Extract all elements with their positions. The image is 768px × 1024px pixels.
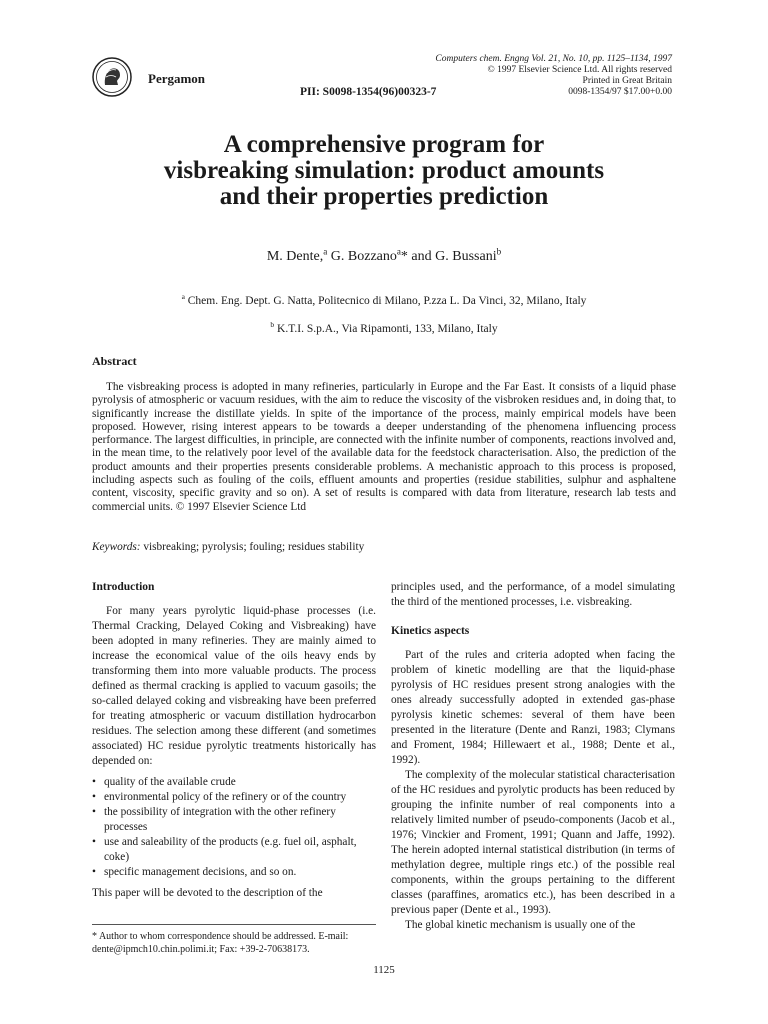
affiliation-a-text: Chem. Eng. Dept. G. Natta, Politecnico di Milano, P.zza L. Da Vinci, 32, Milano, Italy — [184, 295, 587, 307]
introduction-heading: Introduction — [92, 581, 155, 593]
introduction-paragraph-1: For many years pyrolytic liquid-phase processes (i.e. Thermal Cracking, Delayed Coking and Visbreaking) have been adopted in many refineries. They are mainly aimed to increase the economical value of the oils heavy ends by transforming them into more valuable products. The process defined as thermal cracking is applied to vacuum gasoils; the so-called delayed coking and visbreaking have been preferred for treating atmospheric or vacuum distillation hydrocarbon residues. The selection among these different (and sometimes associated) HC residue pyrolytic treatments historically has depended on: — [92, 605, 376, 767]
issn-price: 0098-1354/97 $17.00+0.00 — [568, 87, 672, 97]
journal-info — [372, 54, 672, 98]
title-line-2: visbreaking simulation: product amounts — [163, 157, 605, 184]
author-list — [90, 246, 678, 265]
author-3-affil: b — [496, 246, 502, 257]
abstract-heading: Abstract — [92, 354, 137, 368]
author-3: and G. Bussani — [407, 249, 497, 264]
continuation-paragraph: principles used, and the performance, of a model simulating the third of the mentioned processes, i.e. visbreaking. — [391, 581, 675, 608]
kinetics-paragraph-1: Part of the rules and criteria adopted when facing the problem of kinetic modelling are that the liquid-phase pyrolysis of HC residues present strong analogies with the ones already successfully adopted in extended gas-phase pyrolysis kinetic schemes: several of them have been presented in the literature (Dente and Ranzi, 1983; Clymans and Froment, 1984; Hillewaert et al., 1988; Dente et al., 1992). — [391, 649, 675, 766]
printed-line: Printed in Great Britain — [582, 76, 672, 86]
left-column — [92, 580, 376, 901]
kinetics-paragraph-3: The global kinetic mechanism is usually one of the — [405, 919, 636, 931]
list-item: • environmental policy of the refinery or of the country — [92, 790, 376, 805]
author-1-affil: a — [323, 246, 328, 257]
affiliation-b-mark: b — [270, 320, 275, 330]
publisher-logo-icon — [92, 57, 132, 97]
journal-citation: Computers chem. Engng Vol. 21, No. 10, pp. 1125–1134, 1997 — [435, 54, 672, 64]
affiliation-a — [60, 292, 708, 307]
author-1: M. Dente, — [266, 249, 324, 264]
list-item: • the possibility of integration with the other refinery processes — [92, 805, 376, 835]
author-2-affil: a — [396, 246, 401, 257]
corresponding-mark: * — [400, 249, 408, 264]
publisher-name: Pergamon — [148, 71, 206, 86]
abstract-body: The visbreaking process is adopted in many refineries, particularly in Europe and the Far East. It consists of a liquid phase pyrolysis of atmospheric or vacuum residues, with the aim to reduce the viscosity of the visbroken residues and, in doing that, to significantly increase the distillate yields. In spite of the importance of the process, mainly empirical models have been proposed. However, rising interest appears to be towards a deeper understanding of the phenomena influencing process performance. The largest difficulties, in principle, are connected with the infinite number of components, reactions involved and, in the mean time, to the relatively poor level of the available data for the feedstock characterisation. Also, the prediction of the product amounts and their properties presents considerable problems. A mechanistic approach to this process is proposed, including aspects such as fouling of the coils, effluent amounts and properties (residue stabilities, sulphur and asphaltene content, viscosity, specific gravity and so on). A set of results is compared with data from literature, research lab tests and commercial units. © 1997 Elsevier Science Ltd — [92, 381, 676, 513]
keywords-label: Keywords: — [92, 541, 141, 553]
page-number: 1125 — [373, 964, 395, 976]
keywords — [92, 541, 364, 553]
kinetics-heading: Kinetics aspects — [391, 625, 470, 637]
list-item: • use and saleability of the products (e.g. fuel oil, asphalt, coke) — [92, 835, 376, 865]
affiliation-b — [60, 320, 708, 335]
affiliation-a-mark: a — [181, 292, 185, 302]
kinetics-paragraph-2: The complexity of the molecular statistical characterisation of the HC residues and pyrolytic products has been reduced by grouping the infinite number of real components into a relatively limited number of pseudo-components (Jacob et al., 1976; Vinckier and Froment, 1991; Quann and Jaffe, 1992). The herein adopted internal statistical distribution (in terms of methylation degree, multiple rings etc.) of the possible real components, within the groups pertaining to the different classes (paraffines, aromatics etc.), has been described in a previous paper (Dente et al., 1993). — [391, 769, 675, 916]
correspondence-footnote: * Author to whom correspondence should be addressed. E-mail: dente@ipmch10.chin.polimi.it; Fax: +39-2-70638173. — [92, 931, 349, 955]
list-item: • quality of the available crude — [92, 775, 376, 790]
keywords-text: visbreaking; pyrolysis; fouling; residues stability — [140, 541, 365, 553]
copyright-line: © 1997 Elsevier Science Ltd. All rights reserved — [487, 65, 672, 75]
title-line-3: and their properties prediction — [219, 183, 549, 210]
author-2: G. Bozzano — [327, 249, 397, 264]
title-line-1: A comprehensive program for — [223, 131, 545, 158]
introduction-paragraph-2: This paper will be devoted to the description of the — [92, 887, 323, 899]
criteria-list — [92, 775, 376, 880]
pii-code: PII: S0098-1354(96)00323-7 — [300, 86, 437, 98]
list-item: • specific management decisions, and so on. — [92, 865, 376, 880]
right-column — [391, 580, 675, 933]
affiliation-b-text: K.T.I. S.p.A., Via Ripamonti, 133, Milano, Italy — [274, 323, 498, 335]
footnote-divider — [92, 924, 376, 925]
paper-title — [90, 132, 678, 210]
